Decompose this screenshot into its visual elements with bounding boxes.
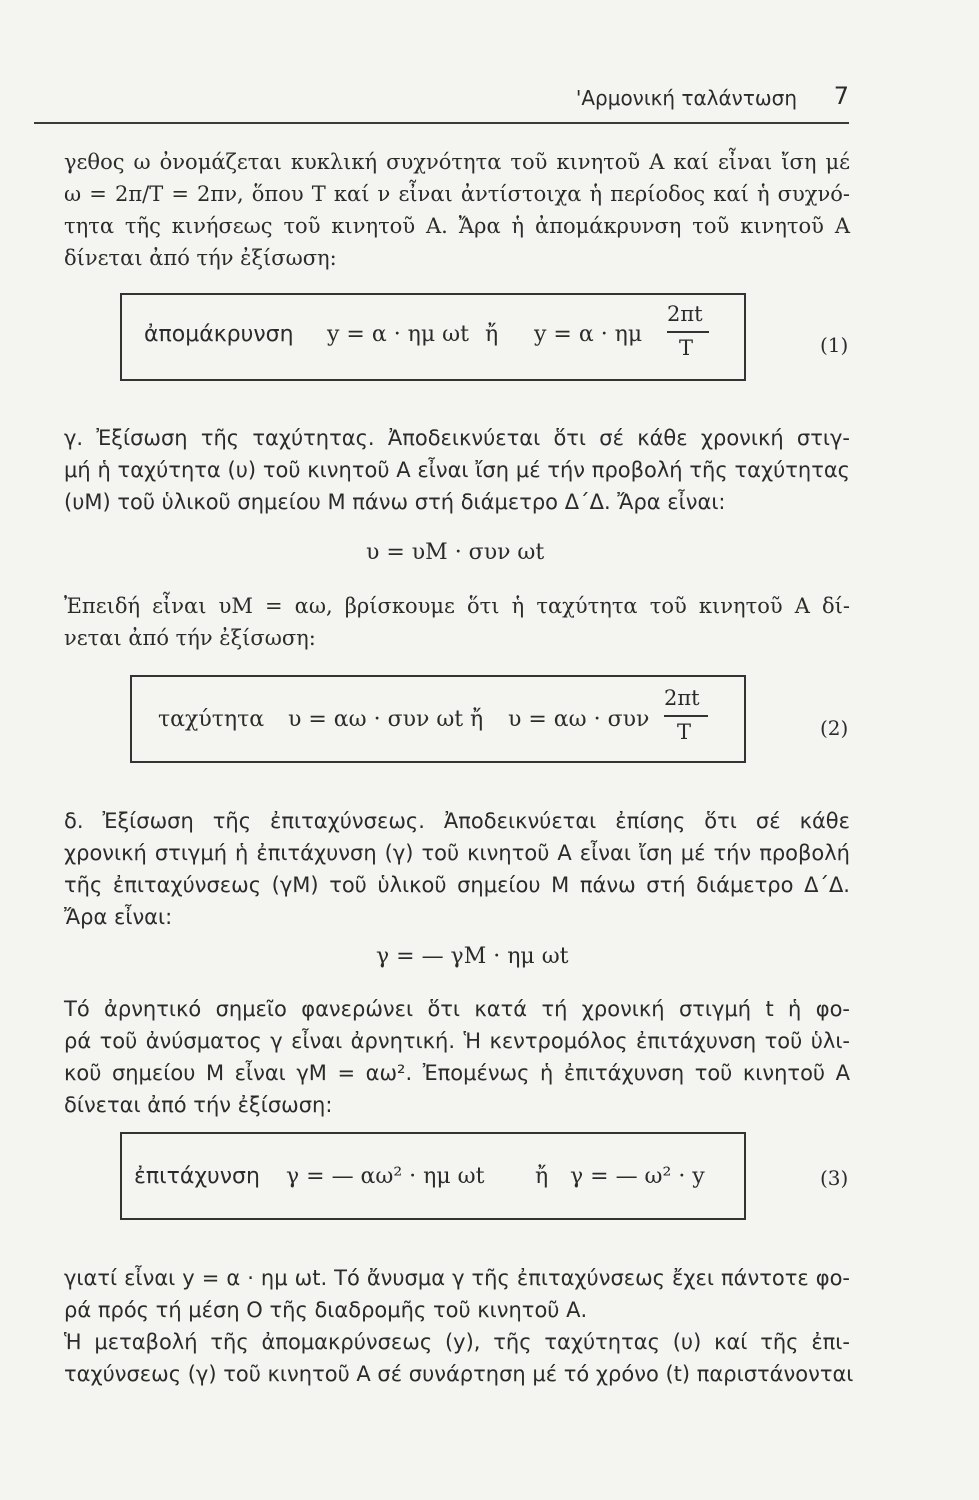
eq1-label: ἀπομάκρυνση bbox=[144, 322, 294, 347]
eq1-left: y = α · ημ ωt bbox=[327, 322, 469, 347]
text-line: δ. Ἐξίσωση τῆς ἐπιταχύνσεως. Ἀποδεικνύεται ἐπίσης ὅτι σέ κάθε bbox=[64, 809, 850, 833]
acceleration-equation: γ = — γΜ · ημ ωt bbox=[376, 944, 569, 969]
fraction-denominator: T bbox=[679, 336, 694, 360]
eq1-or: ἤ bbox=[485, 322, 499, 347]
fraction-bar bbox=[664, 715, 708, 717]
header-rule bbox=[34, 122, 849, 124]
text-line: δίνεται ἀπό τήν ἐξίσωση: bbox=[64, 246, 337, 270]
fraction-numerator: 2πt bbox=[664, 686, 700, 710]
eq3-or: ἤ bbox=[535, 1164, 549, 1189]
fraction-numerator: 2πt bbox=[667, 302, 703, 326]
eq3-right: γ = — ω² · y bbox=[570, 1164, 705, 1189]
text-line: γεθος ω ὀνομάζεται κυκλική συχνότητα τοῦ κινητοῦ Α καί εἶναι ἴση μέ bbox=[64, 150, 850, 174]
paragraph-acceleration bbox=[64, 805, 850, 933]
text-line: ταχύνσεως (γ) τοῦ κινητοῦ Α σέ συνάρτηση μέ τό χρόνο (t) παριστάνονται bbox=[64, 1362, 854, 1386]
eq2-or: ἤ bbox=[470, 707, 484, 732]
eq2-fraction bbox=[664, 686, 708, 756]
eq1-right: y = α · ημ bbox=[534, 322, 643, 347]
text-line: γ. Ἐξίσωση τῆς ταχύτητας. Ἀποδεικνύεται ὅτι σέ κάθε χρονική στιγ- bbox=[64, 426, 850, 450]
text-line: κοῦ σημείου Μ εἶναι γΜ = αω². Ἐπομένως ἡ ἐπιτάχυνση τοῦ κινητοῦ Α bbox=[64, 1061, 850, 1085]
paragraph-velocity-result bbox=[64, 590, 850, 654]
text-line: χρονική στιγμή ἡ ἐπιτάχυνση (γ) τοῦ κινητοῦ Α εἶναι ἴση μέ τήν προβολή bbox=[64, 841, 850, 865]
equation-number-2: (2) bbox=[820, 716, 849, 740]
text-line: ω = 2π/Τ = 2πν, ὅπου Τ καί ν εἶναι ἀντίστοιχα ἡ περίοδος καί ἡ συχνό- bbox=[64, 182, 850, 206]
eq2-right: υ = αω · συν bbox=[508, 707, 650, 732]
paragraph-negative-sign bbox=[64, 993, 850, 1121]
text-line: τητα τῆς κινήσεως τοῦ κινητοῦ Α. Ἄρα ἡ ἀπομάκρυνση τοῦ κινητοῦ Α bbox=[64, 214, 850, 238]
text-line: μή ἡ ταχύτητα (υ) τοῦ κινητοῦ Α εἶναι ἴση μέ τήν προβολή τῆς ταχύτητας bbox=[64, 458, 850, 482]
paragraph-velocity bbox=[64, 422, 850, 518]
text-line: ρά τοῦ ἀνύσματος γ εἶναι ἀρνητική. Ἡ κεντρομόλος ἐπιτάχυνση τοῦ ὑλι- bbox=[64, 1029, 850, 1053]
page-number: 7 bbox=[833, 82, 849, 110]
text-line: ρά πρός τή μέση Ο τῆς διαδρομῆς τοῦ κινητοῦ Α. bbox=[64, 1298, 588, 1322]
paragraph-conclusion bbox=[64, 1262, 854, 1390]
text-line: Ἄρα εἶναι: bbox=[64, 905, 173, 929]
text-line: τῆς ἐπιταχύνσεως (γΜ) τοῦ ὑλικοῦ σημείου Μ πάνω στή διάμετρο Δ΄Δ. bbox=[64, 873, 850, 897]
paragraph-angular-frequency bbox=[64, 146, 850, 274]
eq2-label: ταχύτητα bbox=[158, 707, 265, 732]
velocity-equation: υ = υΜ · συν ωt bbox=[366, 540, 545, 565]
text-line: δίνεται ἀπό τήν ἐξίσωση: bbox=[64, 1093, 333, 1117]
fraction-bar bbox=[667, 331, 709, 333]
running-header bbox=[34, 82, 849, 116]
text-line: Ἡ μεταβολή τῆς ἀπομακρύνσεως (y), τῆς ταχύτητας (υ) καί τῆς ἐπι- bbox=[64, 1330, 850, 1354]
eq3-label: ἐπιτάχυνση bbox=[134, 1164, 260, 1189]
equation-number-3: (3) bbox=[820, 1166, 849, 1190]
equation-number-1: (1) bbox=[820, 333, 849, 357]
chapter-title: 'Αρμονική ταλάντωση bbox=[575, 86, 797, 110]
eq2-left: υ = αω · συν ωt bbox=[288, 707, 464, 732]
text-line: νεται ἀπό τήν ἐξίσωση: bbox=[64, 626, 316, 650]
text-line: (υΜ) τοῦ ὑλικοῦ σημείου Μ πάνω στή διάμετρο Δ΄Δ. Ἄρα εἶναι: bbox=[64, 490, 726, 514]
text-line: Ἐπειδή εἶναι υΜ = αω, βρίσκουμε ὅτι ἡ ταχύτητα τοῦ κινητοῦ Α δί- bbox=[64, 594, 850, 618]
eq1-fraction bbox=[667, 302, 709, 372]
text-line: Τό ἀρνητικό σημεῖο φανερώνει ὅτι κατά τή χρονική στιγμή t ἡ φο- bbox=[64, 997, 850, 1021]
eq3-left: γ = — αω² · ημ ωt bbox=[286, 1164, 485, 1189]
fraction-denominator: T bbox=[677, 720, 692, 744]
text-line: γιατί εἶναι y = α · ημ ωt. Τό ἄνυσμα γ τῆς ἐπιταχύνσεως ἔχει πάντοτε φο- bbox=[64, 1266, 850, 1290]
